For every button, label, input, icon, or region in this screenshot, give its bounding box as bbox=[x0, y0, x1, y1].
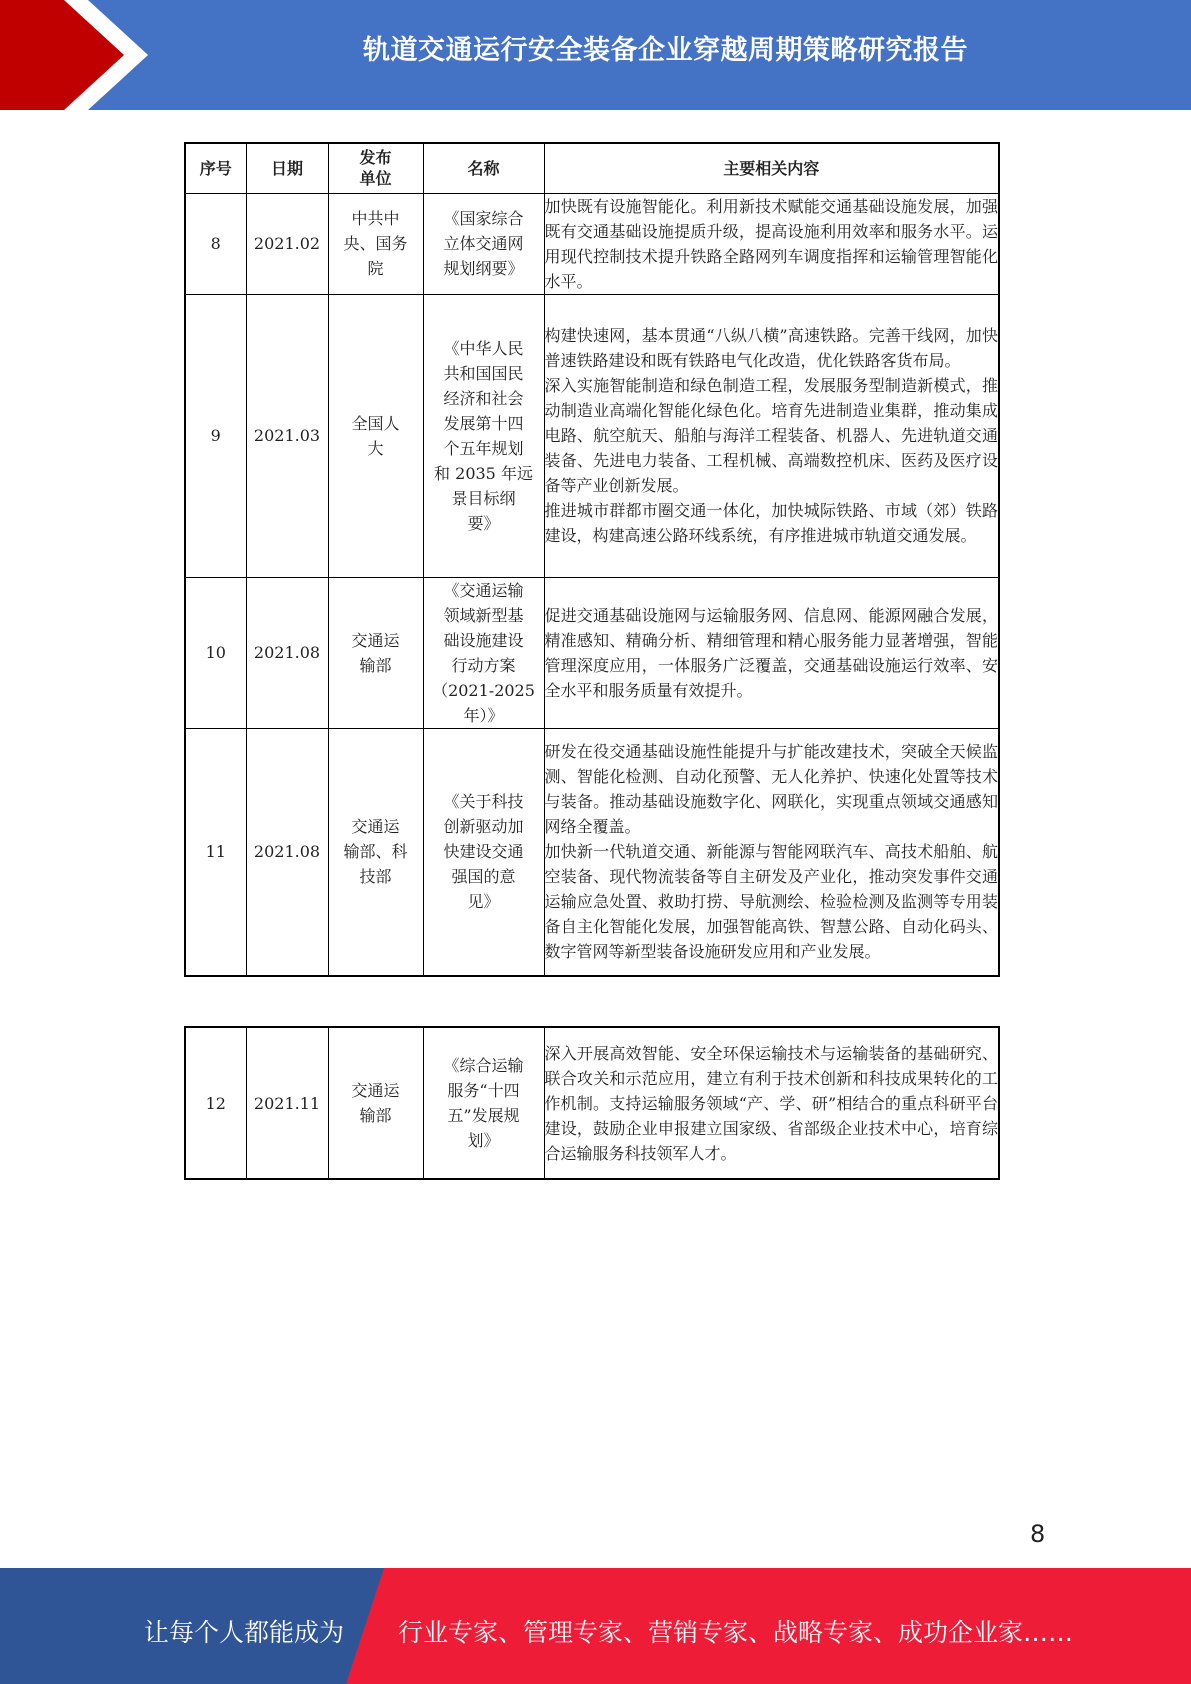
issuer-line: 交通运 bbox=[351, 817, 400, 837]
name-line: 强国的意 bbox=[451, 867, 516, 887]
issuer-line: 输部 bbox=[359, 655, 392, 675]
cell-issuer bbox=[328, 294, 423, 577]
content-paragraph: 加快新一代轨道交通、新能源与智能网联汽车、高技术船舶、航空装备、现代物流装备等自主研发及产业化，推动突发事件交通运输应急处置、救助打捞、导航测绘、检验检测及监测等专用装备自主化智能化发展，加强智能高铁、智慧公路、自动化码头、数字管网等新型装备设施研发应用和产业发展。 bbox=[544, 842, 998, 962]
page-number: 8 bbox=[1030, 1520, 1046, 1548]
header-content: 主要相关内容 bbox=[544, 143, 999, 193]
issuer-line: 央、国务 bbox=[343, 234, 408, 253]
name-line: 立体交通网 bbox=[443, 234, 524, 253]
name-line: 领域新型基 bbox=[443, 605, 524, 625]
cell-content bbox=[544, 577, 999, 728]
name-line: 和 2035 年远 bbox=[434, 463, 533, 483]
issuer-line: 交通运 bbox=[351, 630, 400, 650]
cell-no: 11 bbox=[185, 728, 246, 976]
name-line: 础设施建设 bbox=[443, 630, 524, 650]
content-paragraph: 深入实施智能制造和绿色制造工程，发展服务型制造新模式，推动制造业高端化智能化绿色化。培育先进制造业集群，推动集成电路、航空航天、船舶与海洋工程装备、机器人、先进轨道交通装备、先进电力装备、工程机械、高端数控机床、医药及医疗设备等产业创新发展。 bbox=[544, 376, 998, 495]
cell-issuer bbox=[328, 728, 423, 976]
footer-slogan-left: 让每个人都能成为 bbox=[144, 1618, 345, 1647]
name-line: 《交通运输 bbox=[443, 580, 524, 600]
issuer-line: 输部 bbox=[359, 1106, 392, 1125]
table-row bbox=[185, 577, 999, 728]
header-issuer bbox=[328, 143, 423, 193]
table-row bbox=[185, 294, 999, 577]
policy-table bbox=[184, 142, 1000, 977]
footer-slogan-right: 行业专家、管理专家、营销专家、战略专家、成功企业家…… bbox=[398, 1618, 1074, 1647]
name-line: 《中华人民 bbox=[443, 338, 524, 358]
cell-no: 10 bbox=[185, 577, 246, 728]
header-no: 序号 bbox=[185, 143, 246, 193]
issuer-line: 输部、科 bbox=[343, 842, 408, 862]
cell-content bbox=[544, 294, 999, 577]
cell-content bbox=[544, 193, 999, 294]
cell-name bbox=[423, 728, 544, 976]
cell-date: 2021.11 bbox=[246, 1027, 328, 1179]
header-issuer-line1: 发布 bbox=[359, 148, 392, 168]
name-line: 规划纲要》 bbox=[443, 259, 524, 278]
table-row bbox=[185, 1027, 999, 1179]
report-title: 轨道交通运行安全装备企业穿越周期策略研究报告 bbox=[363, 35, 968, 66]
header-name: 名称 bbox=[423, 143, 544, 193]
issuer-line: 院 bbox=[367, 259, 384, 278]
name-line: （2021-2025 bbox=[432, 680, 535, 700]
cell-date: 2021.08 bbox=[246, 577, 328, 728]
name-line: 共和国国民 bbox=[443, 363, 524, 383]
cell-no: 9 bbox=[185, 294, 246, 577]
table-row bbox=[185, 193, 999, 294]
cell-name bbox=[423, 294, 544, 577]
cell-name bbox=[423, 577, 544, 728]
table-row bbox=[185, 728, 999, 976]
name-line: 经济和社会 bbox=[443, 388, 524, 408]
issuer-line: 交通运 bbox=[351, 1081, 400, 1100]
name-line: 《综合运输 bbox=[443, 1056, 524, 1075]
content-paragraph: 深入开展高效智能、安全环保运输技术与运输装备的基础研究、联合攻关和示范应用，建立有利于技术创新和科技成果转化的工作机制。支持运输服务领域“产、学、研”相结合的重点科研平台建设，鼓励企业申报建立国家级、省部级企业技术中心，培育综合运输服务科技领军人才。 bbox=[544, 1043, 998, 1163]
cell-content bbox=[544, 1027, 999, 1179]
policy-table-continued bbox=[184, 1026, 1000, 1180]
header-issuer-line2: 单位 bbox=[359, 169, 392, 189]
content-paragraph: 构建快速网，基本贯通“八纵八横”高速铁路。完善干线网，加快普速铁路建设和既有铁路电气化改造，优化铁路客货布局。 bbox=[544, 326, 998, 370]
cell-no: 8 bbox=[185, 193, 246, 294]
name-line: 年）》 bbox=[463, 705, 504, 725]
cell-issuer bbox=[328, 193, 423, 294]
cell-date: 2021.02 bbox=[246, 193, 328, 294]
content-paragraph: 促进交通基础设施网与运输服务网、信息网、能源网融合发展，精准感知、精确分析、精细管理和精心服务能力显著增强，智能管理深度应用，一体服务广泛覆盖，交通基础设施运行效率、安全水平和服务质量有效提升。 bbox=[544, 605, 998, 700]
content-paragraph: 加快既有设施智能化。利用新技术赋能交通基础设施发展，加强既有交通基础设施提质升级，提高设施利用效率和服务水平。运用现代控制技术提升铁路全路网列车调度指挥和运输管理智能化水平。 bbox=[544, 196, 998, 291]
cell-no: 12 bbox=[185, 1027, 246, 1179]
cell-content bbox=[544, 728, 999, 976]
content-paragraph: 研发在役交通基础设施性能提升与扩能改建技术，突破全天候监测、智能化检测、自动化预警、无人化养护、快速化处置等技术与装备。推动基础设施数字化、网联化，实现重点领域交通感知网络全覆盖。 bbox=[544, 742, 998, 837]
issuer-line: 技部 bbox=[359, 867, 392, 887]
name-line: 服务“十四 bbox=[447, 1081, 520, 1100]
cell-date: 2021.08 bbox=[246, 728, 328, 976]
name-line: 快建设交通 bbox=[443, 842, 524, 862]
name-line: 创新驱动加 bbox=[443, 817, 524, 837]
name-line: 《国家综合 bbox=[443, 209, 524, 228]
issuer-line: 大 bbox=[367, 438, 384, 458]
cell-date: 2021.03 bbox=[246, 294, 328, 577]
name-line: 划》 bbox=[467, 1131, 500, 1150]
cell-issuer bbox=[328, 577, 423, 728]
issuer-line: 全国人 bbox=[351, 413, 400, 433]
content-paragraph: 推进城市群都市圈交通一体化，加快城际铁路、市域（郊）铁路建设，构建高速公路环线系统，有序推进城市轨道交通发展。 bbox=[544, 501, 998, 545]
name-line: 景目标纲 bbox=[451, 488, 516, 508]
cell-name bbox=[423, 193, 544, 294]
name-line: 《关于科技 bbox=[443, 792, 524, 812]
cell-name bbox=[423, 1027, 544, 1179]
name-line: 见》 bbox=[467, 892, 500, 912]
name-line: 五”发展规 bbox=[447, 1106, 520, 1125]
name-line: 要》 bbox=[467, 513, 500, 533]
header-date: 日期 bbox=[246, 143, 328, 193]
table-header-row bbox=[185, 143, 999, 193]
name-line: 行动方案 bbox=[451, 655, 516, 675]
cell-issuer bbox=[328, 1027, 423, 1179]
name-line: 发展第十四 bbox=[443, 413, 524, 433]
name-line: 个五年规划 bbox=[443, 438, 524, 458]
issuer-line: 中共中 bbox=[351, 209, 400, 228]
